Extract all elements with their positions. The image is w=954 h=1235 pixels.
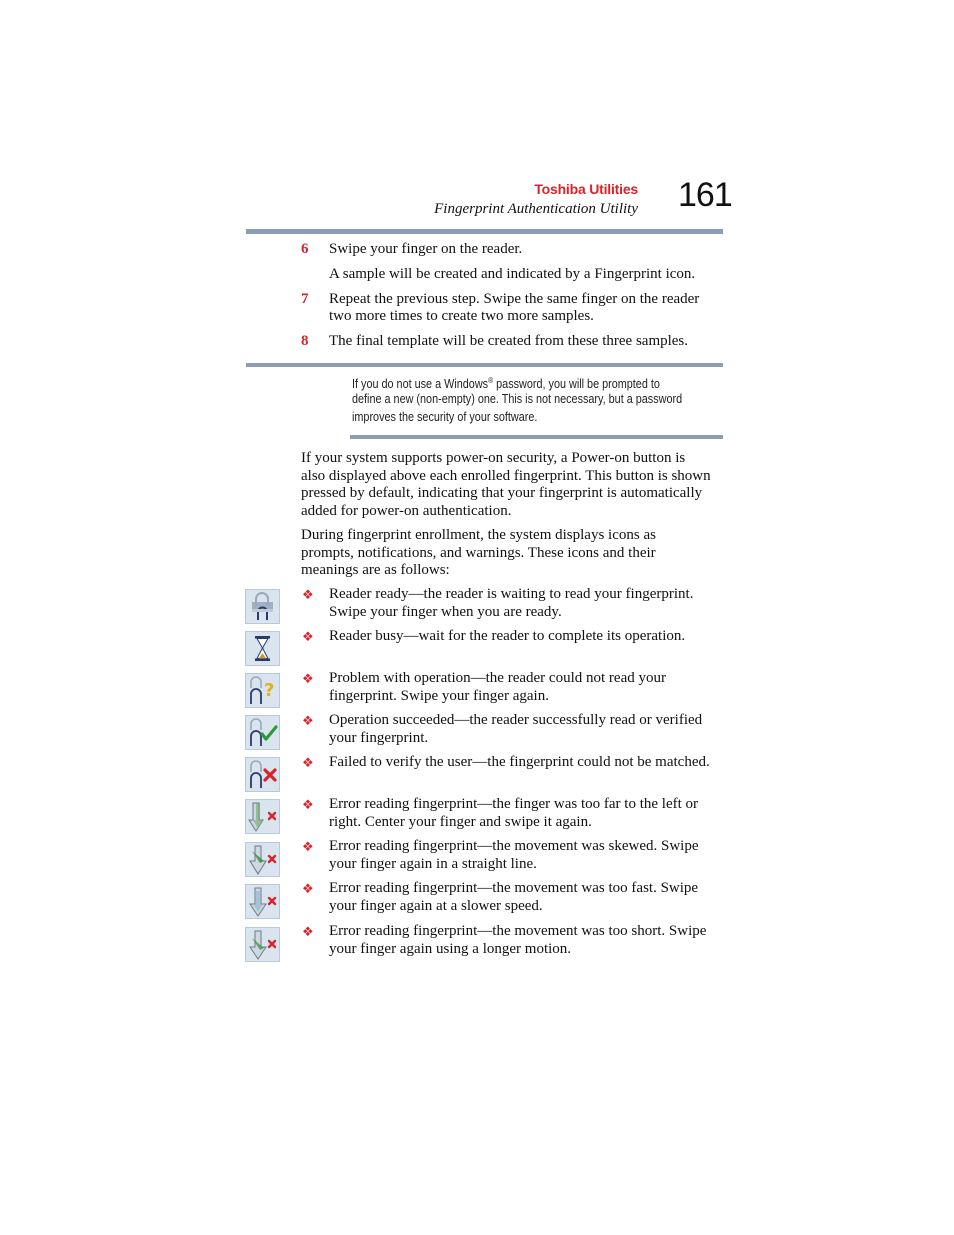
description-line: right. Center your finger and swipe it again. — [329, 813, 592, 830]
step-text: The final template will be created from these three samples. — [329, 333, 689, 349]
icon-description — [329, 754, 710, 772]
paragraph-line: If your system supports power-on security, a Power-on button is — [301, 450, 686, 466]
reader-busy-icon — [245, 631, 280, 666]
paragraph-line: meanings are as follows: — [301, 562, 450, 578]
icon-description — [329, 796, 698, 831]
header-rule — [246, 229, 723, 234]
description-line: Swipe your finger when you are ready. — [329, 603, 562, 620]
description-line: your fingerprint. — [329, 729, 429, 746]
error-center-icon — [245, 799, 280, 834]
icon-description — [329, 880, 698, 915]
bullet-diamond: ❖ — [302, 924, 314, 939]
bullet-diamond: ❖ — [302, 629, 314, 644]
failed-verify-icon — [245, 757, 280, 792]
icon-description — [329, 712, 702, 747]
description-line: Error reading fingerprint—the movement was too short. Swipe — [329, 923, 707, 939]
note-bottom-rule — [350, 435, 723, 439]
bullet-diamond: ❖ — [302, 671, 314, 686]
paragraph-line: also displayed above each enrolled fingerprint. This button is shown — [301, 467, 711, 484]
icon-description — [329, 670, 666, 705]
description-line: Reader ready—the reader is waiting to read your fingerprint. — [329, 586, 694, 602]
description-line: your finger again using a longer motion. — [329, 940, 572, 957]
problem-icon — [245, 673, 280, 708]
description-line: your finger again in a straight line. — [329, 855, 537, 872]
success-icon — [245, 715, 280, 750]
reader-ready-icon — [245, 589, 280, 624]
description-line: Error reading fingerprint—the finger was too far to the left or — [329, 796, 699, 812]
icon-description — [329, 628, 685, 646]
error-short-icon — [245, 927, 280, 962]
icon-description — [329, 586, 693, 621]
note-line: improves the security of your software. — [352, 410, 538, 424]
description-line: Failed to verify the user—the fingerprint could not be matched. — [329, 754, 710, 770]
section-title: Toshiba Utilities — [534, 181, 638, 197]
description-line: your finger again at a slower speed. — [329, 897, 543, 914]
step-detail: A sample will be created and indicated by a Fingerprint icon. — [329, 266, 696, 282]
step-number: 6 — [301, 241, 309, 257]
note-line: define a new (non-empty) one. This is not necessary, but a password — [352, 392, 683, 406]
bullet-diamond: ❖ — [302, 713, 314, 728]
paragraph — [301, 527, 656, 580]
description-line: fingerprint. Swipe your finger again. — [329, 687, 549, 704]
icon-description — [329, 838, 698, 873]
step-number: 7 — [301, 291, 309, 307]
paragraph-line: added for power-on authentication. — [301, 502, 512, 519]
paragraph-line: prompts, notifications, and warnings. These icons and their — [301, 544, 656, 561]
svg-text:?: ? — [264, 680, 275, 701]
step-text: two more times to create two more samples. — [329, 308, 594, 324]
note-text: If you do not use a Windows — [352, 377, 489, 392]
step-number: 8 — [301, 333, 309, 349]
description-line: Reader busy—wait for the reader to complete its operation. — [329, 628, 686, 644]
registered-mark: ® — [488, 376, 494, 385]
description-line: Error reading fingerprint—the movement was skewed. Swipe — [329, 838, 699, 854]
step-text: Repeat the previous step. Swipe the same finger on the reader — [329, 291, 700, 307]
note-top-rule — [246, 363, 723, 367]
description-line: Problem with operation—the reader could not read your — [329, 670, 666, 686]
note-text: password, you will be prompted to — [493, 377, 660, 392]
bullet-diamond: ❖ — [302, 587, 314, 602]
page-subtitle: Fingerprint Authentication Utility — [434, 201, 638, 217]
description-line: Error reading fingerprint—the movement was too fast. Swipe — [329, 880, 699, 896]
description-line: Operation succeeded—the reader successfully read or verified — [329, 712, 703, 728]
bullet-diamond: ❖ — [302, 839, 314, 854]
bullet-diamond: ❖ — [302, 755, 314, 770]
error-fast-icon — [245, 884, 280, 919]
paragraph-line: pressed by default, indicating that your fingerprint is automatically — [301, 485, 703, 501]
step-text: Swipe your finger on the reader. — [329, 241, 523, 257]
error-skewed-icon — [245, 842, 280, 877]
bullet-diamond: ❖ — [302, 797, 314, 812]
page-number: 161 — [678, 176, 732, 214]
bullet-diamond: ❖ — [302, 881, 314, 896]
icon-description — [329, 923, 706, 958]
paragraph-line: During fingerprint enrollment, the system displays icons as — [301, 527, 656, 543]
paragraph — [301, 450, 711, 520]
